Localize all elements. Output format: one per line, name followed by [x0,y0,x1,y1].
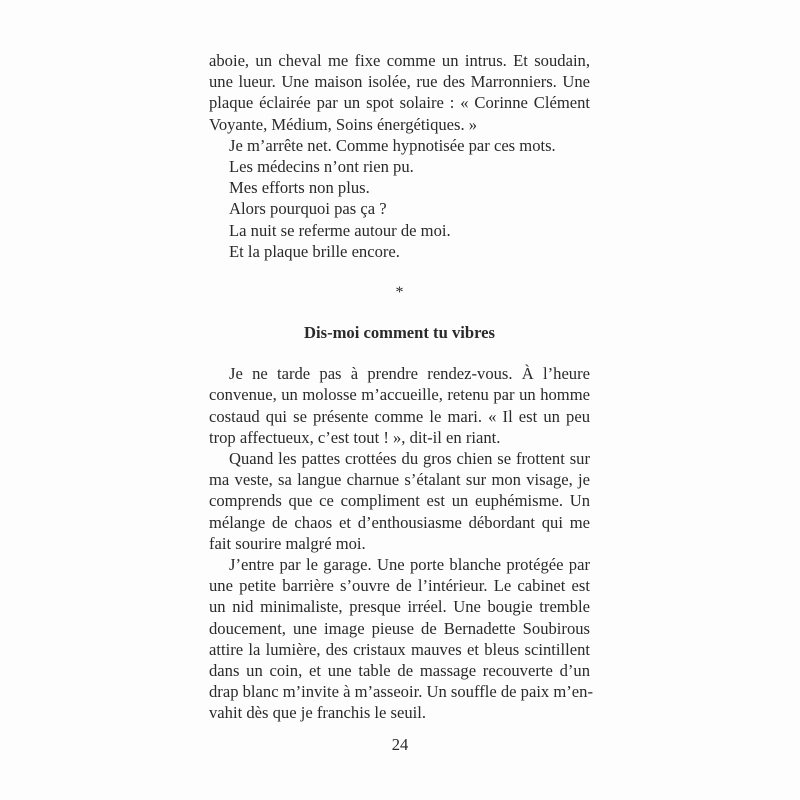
short-line: Les médecins n’ont rien pu. [229,157,414,177]
section-separator: * [395,284,404,302]
short-line: Alors pourquoi pas ça ? [229,199,387,219]
text-line: doucement, une image pieuse de Bernadette Soubirous [209,618,590,638]
short-line: Mes efforts non plus. [229,178,370,198]
text-line: ma veste, sa langue charnue s’étalant sur mon visage, je [209,470,590,490]
text-line: trop affectueux, c’est tout ! », dit-il en riant. [209,427,501,447]
text-line: Voyante, Médium, Soins énergétiques. » [209,114,478,134]
paragraph-1 [209,363,590,448]
text-line: vahit dès que je franchis le seuil. [209,703,427,723]
text-line: un nid minimaliste, presque irréel. Une bougie tremble [209,597,590,617]
short-line: La nuit se referme autour de moi. [229,220,451,240]
text-line: drap blanc m’invite à m’asseoir. Un souffle de paix m’en- [209,682,593,702]
paragraph-2 [209,448,590,554]
short-lines-block [209,135,590,262]
text-line: aboie, un cheval me fixe comme un intrus. Et soudain, [209,51,590,70]
text-line: J’entre par le garage. Une porte blanche protégée par [229,555,590,575]
book-page [209,50,593,724]
short-line: Et la plaque brille encore. [229,241,400,261]
text-line: Quand les pattes crottées du gros chien se frottent sur [229,449,590,469]
text-line: une lueur. Une maison isolée, rue des Marronniers. Une [209,72,590,92]
text-line: plaque éclairée par un spot solaire : « Corinne Clément [209,93,590,113]
text-line: Je ne tarde pas à prendre rendez-vous. À l’heure [229,364,590,384]
chapter-title: Dis-moi comment tu vibres [304,323,495,343]
text-line: comprends que ce compliment est un euphémisme. Un [209,491,590,511]
text-line: convenue, un molosse m’accueille, retenu par un homme [209,385,590,405]
text-line: mélange de chaos et d’enthousiasme débordant qui me [209,512,590,532]
text-line: fait sourire malgré moi. [209,533,366,553]
text-line: costaud qui se présente comme le mari. « Il est un peu [209,406,590,426]
text-line: dans un coin, et une table de massage recouverte d’un [209,661,590,681]
paragraph-3 [209,554,593,724]
short-line: Je m’arrête net. Comme hypnotisée par ces mots. [229,135,556,155]
page-number: 24 [391,735,409,754]
text-line: une petite barrière s’ouvre de l’intérieur. Le cabinet est [209,576,590,596]
continuation-paragraph [209,50,590,135]
text-line: attire la lumière, des cristaux mauves et bleus scintillent [209,639,590,659]
